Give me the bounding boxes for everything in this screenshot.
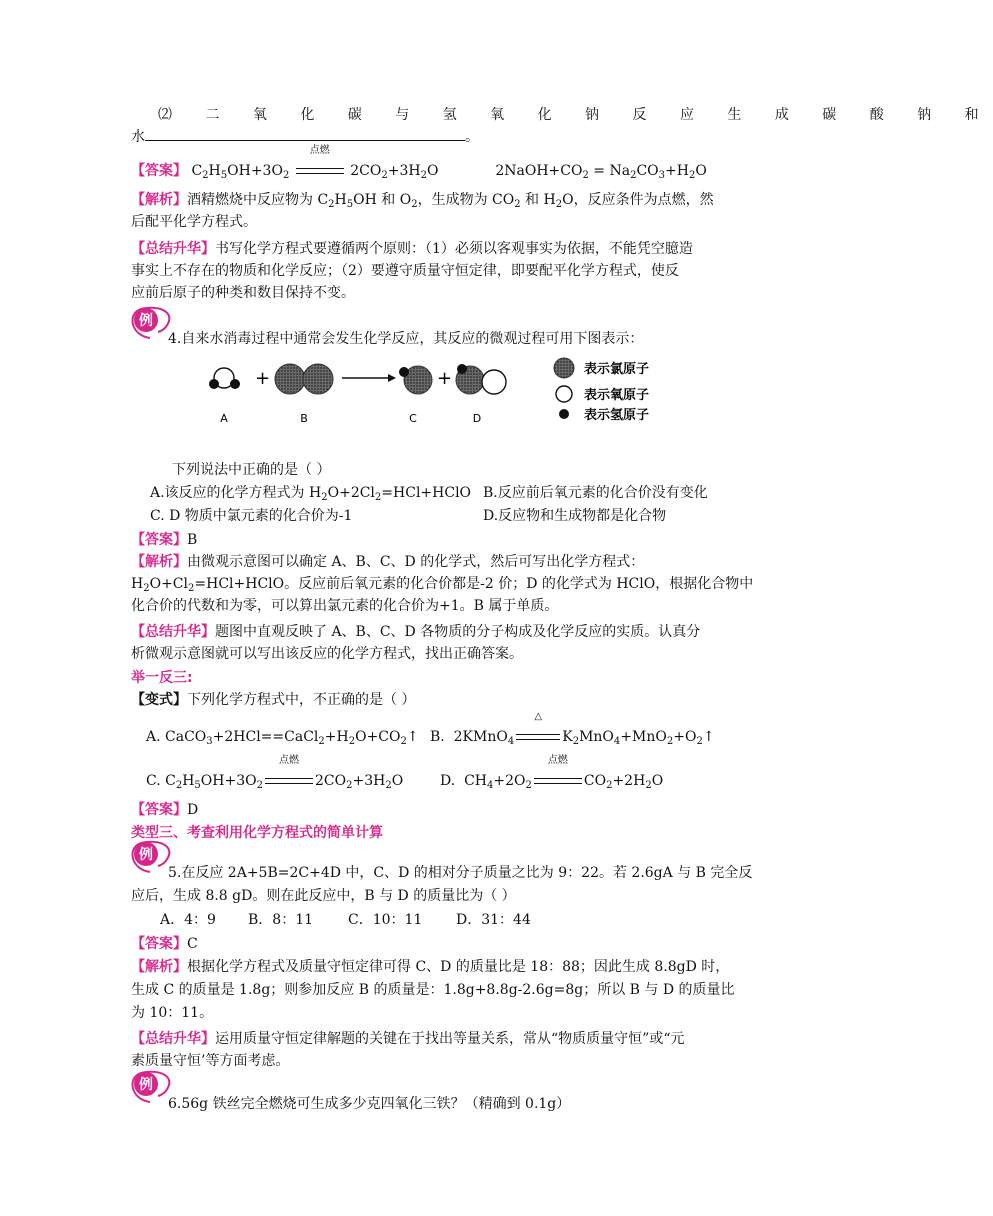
example-badge-icon xyxy=(128,306,172,340)
question-4-prompt: 下列说法中正确的是（ ） xyxy=(172,462,331,478)
q5-analysis-line1: 【解析】根据化学方程式及质量守恒定律可得 C、D 的质量比是 18：88；因此生成 8.8gD 时， xyxy=(131,959,730,975)
condition-arrow: 点燃 xyxy=(296,160,344,182)
svg-text:+: + xyxy=(255,368,271,389)
q4-answer: 【答案】B xyxy=(131,532,198,548)
svg-text:例: 例 xyxy=(139,313,153,329)
eq1: $C_2H_5OH+3O_2$ xyxy=(191,163,290,181)
svg-text:表示氯原子: 表示氯原子 xyxy=(584,362,650,377)
variant-option-b: B. 2KMnO$_4$ △ $K_2MnO_4+MnO_2+O_2↑$ xyxy=(430,711,715,747)
eq2: $2NaOH+CO_2 = Na_2CO_3+H_2O$ xyxy=(495,163,707,181)
svg-text:+: + xyxy=(437,368,453,389)
q5-analysis-line2: 生成 C 的质量是 1.8g；则参加反应 B 的质量是：1.8g+8.8g-2.6g=8g；所以 B 与 D 的质量比 xyxy=(131,982,735,998)
svg-text:C: C xyxy=(409,412,417,425)
svg-text:表示氢原子: 表示氢原子 xyxy=(584,408,650,423)
q5-summary-line2: 素质量守恒’等方面考虑。 xyxy=(131,1053,290,1069)
q2-summary-line1: 【总结升华】书写化学方程式要遵循两个原则：（1）必须以客观事实为依据，不能凭空臆造 xyxy=(131,241,693,257)
variant-option-d: D. $CH_4+2O_2$ 点燃 $CO_2+2H_2O$ xyxy=(440,755,664,791)
question-6-stem: 6.56g 铁丝完全燃烧可生成多少克四氧化三铁？（精确到 0.1g） xyxy=(168,1096,571,1112)
svg-text:例: 例 xyxy=(139,1077,153,1093)
question-5-stem-line1: 5.在反应 2A+5B=2C+4D 中，C、D 的相对分子质量之比为 9：22。若 2.6gA 与 B 完全反 xyxy=(168,865,753,881)
answer-blank xyxy=(145,126,465,141)
svg-text:D: D xyxy=(472,412,482,425)
q5-option-b: B．8：11 xyxy=(248,912,314,928)
q4-summary-line1: 【总结升华】题图中直观反映了 A、B、C、D 各物质的分子构成及化学反应的实质。认真分 xyxy=(131,624,701,640)
svg-text:表示氧原子: 表示氧原子 xyxy=(584,388,650,403)
option-c: C. D 物质中氯元素的化合价为-1 xyxy=(150,508,353,524)
answer-label: 【答案】 xyxy=(131,163,187,179)
variant-heading: 举一反三: xyxy=(131,670,193,686)
section-3-heading: 类型三、考查利用化学方程式的简单计算 xyxy=(131,825,383,841)
question-2-line2: 水 。 xyxy=(131,126,729,148)
variant-option-a: A. $CaCO_3+2HCl==CaCl_2+H_2O+CO_2↑$ xyxy=(146,729,419,747)
question-2-line1: ⑵ 二 氧 化 碳 与 氢 氧 化 钠 反 应 生 成 碳 酸 钠 和 xyxy=(158,107,993,123)
variant-answer: 【答案】D xyxy=(131,802,199,818)
q2-summary-line2: 事实上不存在的物质和化学反应；（2）要遵守质量守恒定律，即要配平化学方程式，使反 xyxy=(131,263,679,279)
q5-answer: 【答案】C xyxy=(131,936,198,952)
q2-analysis-line2: 后配平化学方程式。 xyxy=(131,214,257,230)
q5-option-a: A．4：9 xyxy=(160,912,216,928)
q4-analysis-line3: 化合价的代数和为零，可以算出氯元素的化合价为+1。B 属于单质。 xyxy=(131,598,559,614)
q2-summary-line3: 应前后原子的种类和数目保持不变。 xyxy=(131,285,355,301)
question-5-stem-line2: 应后，生成 8.8 gD。则在此反应中，B 与 D 的质量比为（ ） xyxy=(131,888,516,904)
q2-answer-line: 【答案】 $C_2H_5OH+3O_2$ 点燃 $2CO_2+3H_2O$ $2NaOH+CO_2 = Na_2CO_3+H_2O$ xyxy=(131,145,707,181)
option-b: B.反应前后氧元素的化合价没有变化 xyxy=(483,485,708,501)
q5-option-d: D．31：44 xyxy=(456,912,531,928)
molecular-reaction-diagram xyxy=(200,352,680,428)
variant-stem: 【变式】下列化学方程式中，不正确的是（ ） xyxy=(131,692,416,708)
question-4-stem: 4.自来水消毒过程中通常会发生化学反应，其反应的微观过程可用下图表示： xyxy=(168,331,644,347)
q5-option-c: C．10：11 xyxy=(348,912,423,928)
option-d: D.反应物和生成物都是化合物 xyxy=(483,508,667,524)
example-badge-icon xyxy=(128,1070,172,1104)
variant-option-c: C. $C_2H_5OH+3O_2$ 点燃 $2CO_2+3H_2O$ xyxy=(146,755,404,791)
option-a: A.该反应的化学方程式为 $H_2O+2Cl_2=HCl+HClO$ xyxy=(150,485,472,503)
q2-analysis-line1: 【解析】酒精燃烧中反应物为 $C_2H_5OH$ 和 $O_2$，生成物为 $CO_2$ 和 $H_2O$，反应条件为点燃，然 xyxy=(131,192,714,210)
q4-analysis-line1: 【解析】由微观示意图可以确定 A、B、C、D 的化学式，然后可写出化学方程式： xyxy=(131,554,645,570)
example-badge-icon xyxy=(128,840,172,874)
q5-analysis-line3: 为 10：11。 xyxy=(131,1005,214,1021)
svg-text:A: A xyxy=(220,412,228,425)
q4-analysis-line2: $H_2O+Cl_2=HCl+HClO$。反应前后氧元素的化合价都是-2 价；D 的化学式为 HClO，根据化合物中 xyxy=(131,576,754,594)
svg-text:例: 例 xyxy=(139,847,153,863)
q5-summary-line1: 【总结升华】运用质量守恒定律解题的关键在于找出等量关系，常从“物质质量守恒”或“元 xyxy=(131,1031,685,1047)
q4-summary-line2: 析微观示意图就可以写出该反应的化学方程式，找出正确答案。 xyxy=(131,646,523,662)
svg-text:B: B xyxy=(300,412,308,425)
